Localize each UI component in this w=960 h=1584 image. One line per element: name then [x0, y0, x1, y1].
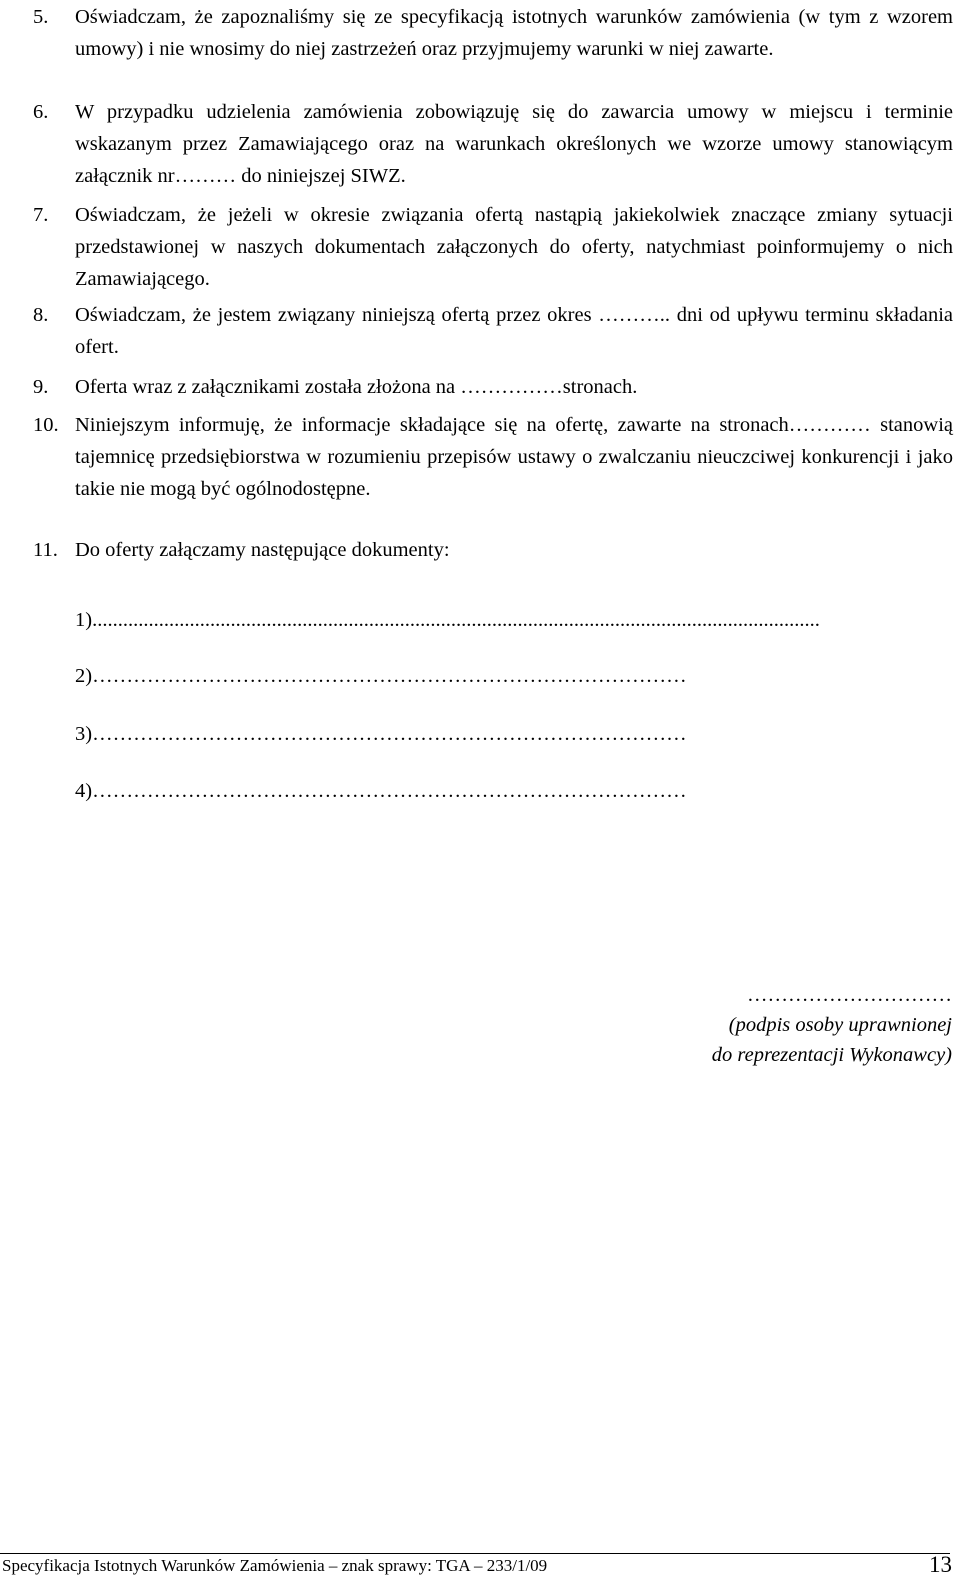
attachment-line-2: 2)……………………………………………………………………………: [75, 665, 687, 687]
list-item-10: [33, 409, 953, 505]
list-item-8: [33, 299, 953, 363]
signature-block: [552, 980, 952, 1070]
item-number: 9.: [33, 376, 49, 398]
attachment-line-3: 3)……………………………………………………………………………: [75, 723, 687, 745]
item-number: 10.: [33, 414, 59, 436]
item-text: Oświadczam, że zapoznaliśmy się ze specyfikacją istotnych warunków zamówienia (w tym z wzorem umowy) i nie wnosimy do niej zastrzeżeń oraz przyjmujemy warunki w niej zawarte.: [75, 6, 953, 60]
item-text: Do oferty załączamy następujące dokumenty:: [75, 539, 450, 561]
item-text: Niniejszym informuję, że informacje składające się na ofertę, zawarte na stronach………… stanowią tajemnicę przedsiębiorstwa w rozumieniu przepisów ustawy o zwalczaniu nieuczciwej konkurencji i jako takie nie mogą być ogólnodostępne.: [75, 414, 953, 500]
page-footer: [0, 1552, 960, 1582]
signature-role-line-1: (podpis osoby uprawnionej: [728, 1014, 952, 1036]
list-item-7: [33, 199, 953, 295]
footer-text: Specyfikacja Istotnych Warunków Zamówienia – znak sprawy: TGA – 233/1/09: [2, 1556, 548, 1575]
page-number: 13: [929, 1552, 952, 1577]
item-text: Oświadczam, że jeżeli w okresie związania ofertą nastąpią jakiekolwiek znaczące zmiany sytuacji przedstawionej w naszych dokumentach załączonych do oferty, natychmiast poinformujemy o nich Zamawiającego.: [75, 204, 953, 290]
item-number: 5.: [33, 6, 49, 28]
item-text: W przypadku udzielenia zamówienia zobowiązuję się do zawarcia umowy w miejscu i terminie wskazanym przez Zamawiającego oraz na warunkach określonych we wzorze umowy stanowiącym załącznik nr……… do niniejszej SIWZ.: [75, 101, 953, 187]
list-item-9: [33, 371, 953, 403]
signature-role-line-2: do reprezentacji Wykonawcy): [711, 1044, 952, 1066]
list-item-6: [33, 96, 953, 192]
footer-rule: [0, 1553, 950, 1554]
item-number: 6.: [33, 101, 49, 123]
item-text: Oświadczam, że jestem związany niniejszą ofertą przez okres ……….. dni od upływu terminu składania ofert.: [75, 304, 953, 358]
signature-dots: …………………………: [747, 984, 952, 1006]
list-item-11: [33, 534, 953, 566]
item-text: Oferta wraz z załącznikami została złożona na ……………stronach.: [75, 376, 638, 398]
item-number: 11.: [33, 539, 58, 561]
item-number: 8.: [33, 304, 49, 326]
attachment-line-1: 1)..............................................................................................................................................: [75, 609, 820, 631]
list-item-5: [33, 1, 953, 65]
attachment-line-4: 4)……………………………………………………………………………: [75, 780, 687, 802]
item-number: 7.: [33, 204, 49, 226]
